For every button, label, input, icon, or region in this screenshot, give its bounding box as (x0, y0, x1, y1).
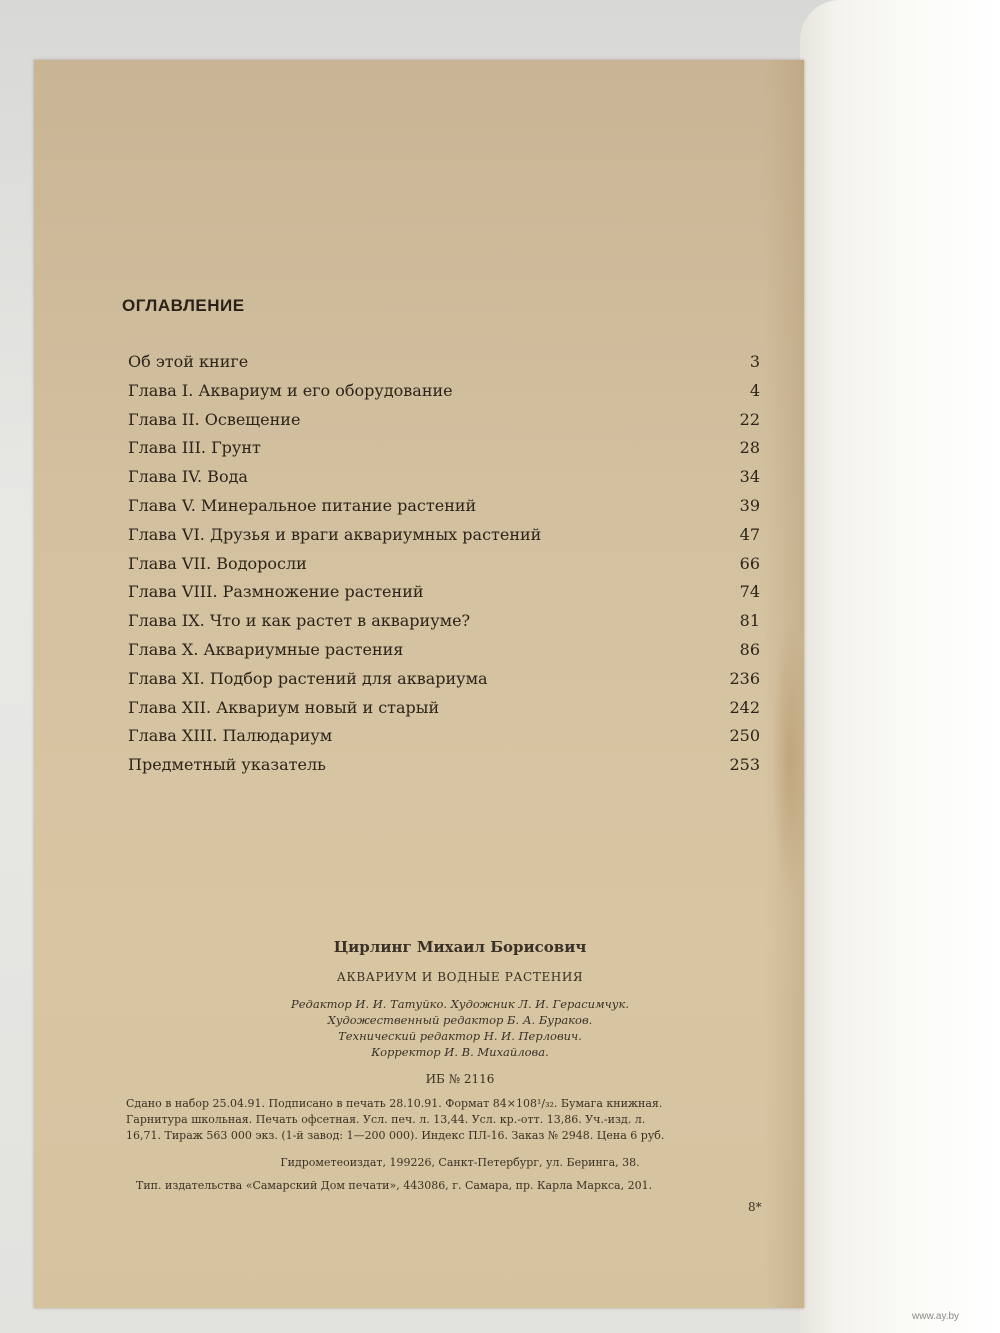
toc-entry (128, 640, 760, 669)
toc-entry-title: Глава X. Аквариумные растения (128, 639, 404, 659)
toc-entry-page: 250 (729, 726, 760, 746)
toc-entry-page: 81 (739, 611, 760, 631)
toc-entry (128, 755, 760, 784)
toc-entry (128, 352, 760, 381)
toc-entry (128, 381, 760, 410)
toc-entry-page: 34 (739, 467, 760, 487)
toc-entry (128, 698, 760, 727)
toc-entry-title: Глава VI. Друзья и враги аквариумных растений (128, 524, 542, 544)
toc-entry (128, 496, 760, 525)
toc-entry (128, 611, 760, 640)
page-edge-stain (772, 620, 808, 900)
publisher-address: Гидрометеоиздат, 199226, Санкт-Петербург, ул. Беринга, 38. (280, 1156, 640, 1169)
toc-entry-title: Глава V. Минеральное питание растений (128, 495, 477, 515)
toc-entry-title: Глава XII. Аквариум новый и старый (128, 697, 440, 717)
ib-number: ИБ № 2116 (425, 1072, 495, 1086)
toc-entry-title: Глава II. Освещение (128, 409, 301, 429)
toc-entry-page: 22 (739, 409, 760, 429)
toc-entry-page: 3 (749, 352, 760, 371)
toc-entry-title: Глава XI. Подбор растений для аквариума (128, 668, 488, 688)
toc-entry (128, 438, 760, 467)
toc-entry-title: Глава I. Аквариум и его оборудование (128, 380, 453, 400)
facing-blank-page (800, 0, 1000, 1333)
credit-line: Художественный редактор Б. А. Бураков. (327, 1013, 593, 1027)
toc-entry (128, 410, 760, 439)
author-name: Цирлинг Михаил Борисович (333, 938, 587, 956)
toc-entry-page: 74 (739, 582, 760, 602)
credit-line: Технический редактор Н. И. Перлович. (338, 1029, 582, 1043)
toc-entry (128, 525, 760, 554)
printing-line: Сдано в набор 25.04.91. Подписано в печать 28.10.91. Формат 84×108¹/₃₂. Бумага книжная. (126, 1097, 663, 1110)
toc-entry-title: Глава III. Грунт (128, 438, 261, 458)
toc-entry (128, 554, 760, 583)
toc-entry-title: Глава IV. Вода (128, 467, 248, 487)
toc-entry-page: 39 (739, 495, 760, 515)
credits (140, 996, 780, 1060)
imprint-block (120, 938, 780, 1192)
signature-mark: 8* (748, 1200, 762, 1214)
credit-line: Редактор И. И. Татуйко. Художник Л. И. Герасимчук. (291, 997, 629, 1011)
toc-entry-title: Предметный указатель (128, 755, 326, 775)
toc-entry-title: Глава VIII. Размножение растений (128, 582, 424, 602)
printing-details (126, 1096, 780, 1144)
book-title: АКВАРИУМ И ВОДНЫЕ РАСТЕНИЯ (336, 970, 584, 984)
toc-entry-page: 86 (739, 639, 760, 659)
toc-entry-page: 236 (729, 668, 760, 688)
toc-entry (128, 582, 760, 611)
printing-house: Тип. издательства «Самарский Дом печати», 443086, г. Самара, пр. Карла Маркса, 201. (136, 1179, 653, 1192)
toc-heading: ОГЛАВЛЕНИЕ (122, 296, 245, 315)
toc-entry-title: Глава IX. Что и как растет в аквариуме? (128, 611, 471, 631)
toc-entry-page: 4 (749, 380, 760, 400)
printing-line: Гарнитура школьная. Печать офсетная. Усл. печ. л. 13,44. Усл. кр.-отт. 13,86. Уч.-изд. л. (126, 1113, 646, 1126)
toc-entry (128, 669, 760, 698)
toc-entry-page: 253 (729, 755, 760, 775)
toc-entry-title: Об этой книге (128, 352, 249, 371)
toc-entry (128, 467, 760, 496)
toc-entry-title: Глава VII. Водоросли (128, 553, 307, 573)
watermark: www.ay.by (912, 1311, 960, 1322)
table-of-contents (128, 352, 760, 784)
toc-entry-page: 66 (739, 553, 760, 573)
toc-entry-page: 28 (739, 438, 760, 458)
toc-entry-title: Глава XIII. Палюдариум (128, 726, 333, 746)
toc-entry-page: 47 (739, 524, 760, 544)
credit-line: Корректор И. В. Михайлова. (371, 1045, 549, 1059)
printing-line: 16,71. Тираж 563 000 экз. (1-й завод: 1—200 000). Индекс ПЛ-16. Заказ № 2948. Цена 6 руб. (126, 1129, 665, 1142)
toc-entry-page: 242 (729, 697, 760, 717)
toc-entry (128, 726, 760, 755)
